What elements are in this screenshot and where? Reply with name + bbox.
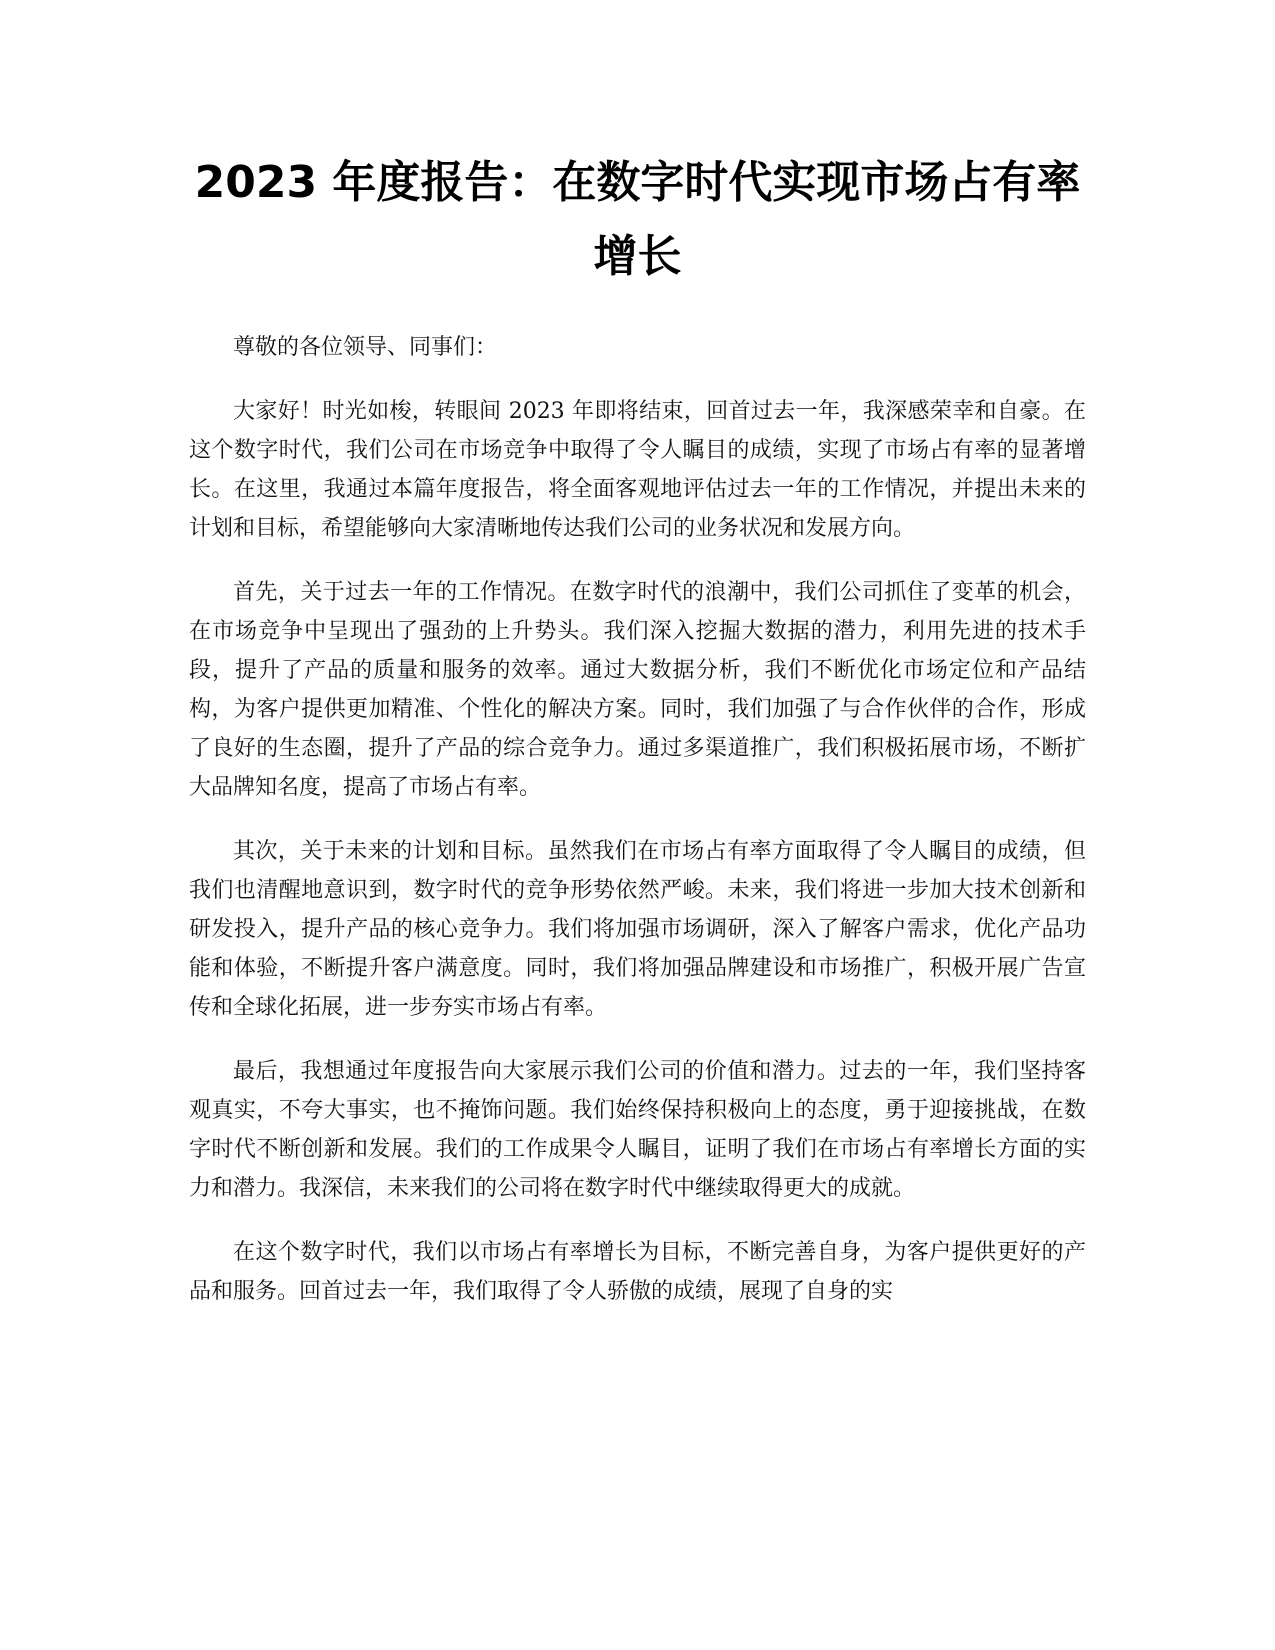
closing-paragraph: 在这个数字时代，我们以市场占有率增长为目标，不断完善自身，为客户提供更好的产品和服务。回首过去一年，我们取得了令人骄傲的成绩，展现了自身的实 (189, 1240, 1086, 1304)
past-work-paragraph: 首先，关于过去一年的工作情况。在数字时代的浪潮中，我们公司抓住了变革的机会，在市场竞争中呈现出了强劲的上升势头。我们深入挖掘大数据的潜力，利用先进的技术手段，提升了产品的质量和服务的效率。通过大数据分析，我们不断优化市场定位和产品结构，为客户提供更加精准、个性化的解决方案。同时，我们加强了与合作伙伴的合作，形成了良好的生态圈，提升了产品的综合竞争力。通过多渠道推广，我们积极拓展市场，不断扩大品牌知名度，提高了市场占有率。 (189, 580, 1086, 800)
intro-paragraph: 大家好！时光如梭，转眼间 2023 年即将结束，回首过去一年，我深感荣幸和自豪。在这个数字时代，我们公司在市场竞争中取得了令人瞩目的成绩，实现了市场占有率的显著增长。在这里，我通过本篇年度报告，将全面客观地评估过去一年的工作情况，并提出未来的计划和目标，希望能够向大家清晰地传达我们公司的业务状况和发展方向。 (189, 399, 1086, 541)
value-paragraph: 最后，我想通过年度报告向大家展示我们公司的价值和潜力。过去的一年，我们坚持客观真实，不夸大事实，也不掩饰问题。我们始终保持积极向上的态度，勇于迎接挑战，在数字时代不断创新和发展。我们的工作成果令人瞩目，证明了我们在市场占有率增长方面的实力和潜力。我深信，未来我们的公司将在数字时代中继续取得更大的成就。 (189, 1059, 1086, 1201)
document-title: 2023 年度报告：在数字时代实现市场占有率增长 (194, 157, 1081, 282)
salutation-paragraph: 尊敬的各位领导、同事们： (233, 335, 498, 360)
future-plans-paragraph: 其次，关于未来的计划和目标。虽然我们在市场占有率方面取得了令人瞩目的成绩，但我们也清醒地意识到，数字时代的竞争形势依然严峻。未来，我们将进一步加大技术创新和研发投入，提升产品的核心竞争力。我们将加强市场调研，深入了解客户需求，优化产品功能和体验，不断提升客户满意度。同时，我们将加强品牌建设和市场推广，积极开展广告宣传和全球化拓展，进一步夯实市场占有率。 (189, 839, 1086, 1020)
document-body (189, 328, 1086, 1336)
